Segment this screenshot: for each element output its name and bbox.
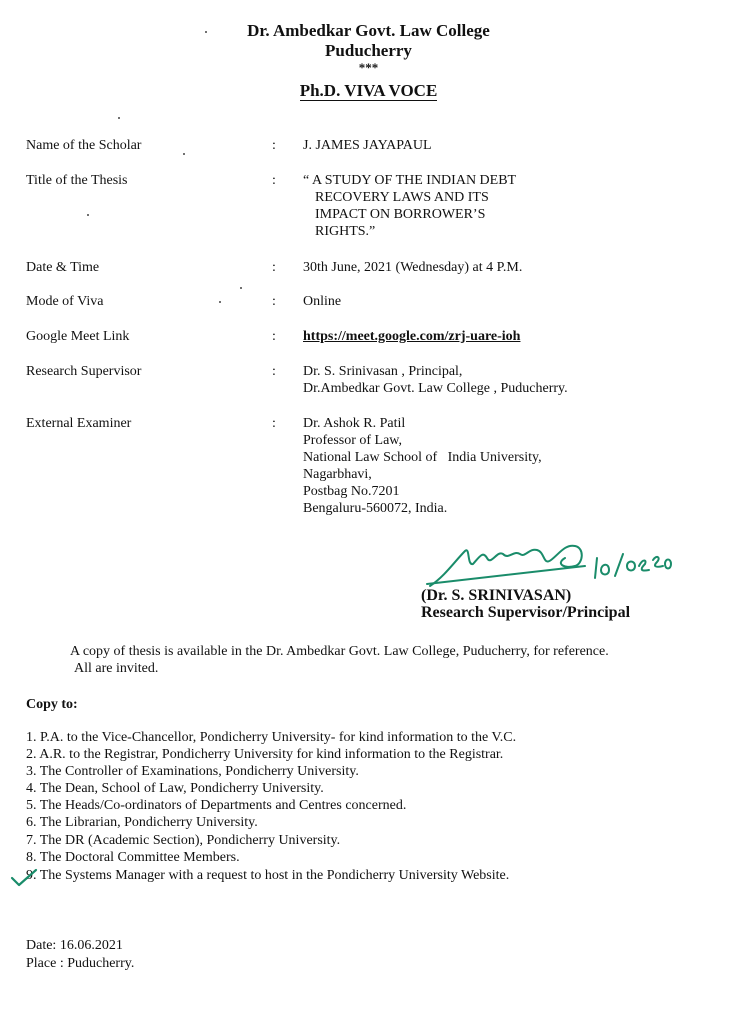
examiner-line: Professor of Law, — [303, 433, 403, 448]
datetime-label: Date & Time — [26, 260, 100, 275]
thesis-title-line: IMPACT ON BORROWER’S — [315, 207, 486, 222]
copy-to-heading: Copy to: — [26, 697, 78, 712]
examiner-line: Postbag No.7201 — [303, 484, 400, 499]
scholar-label: Name of the Scholar — [26, 138, 142, 153]
page-title-text: Ph.D. VIVA VOCE — [299, 81, 438, 100]
signatory-title: Research Supervisor/Principal — [421, 604, 631, 621]
signatory-name: (Dr. S. SRINIVASAN) — [421, 587, 572, 604]
meet-link[interactable]: https://meet.google.com/zrj-uare-ioh — [303, 329, 521, 344]
meet-colon: : — [272, 329, 276, 344]
examiner-line: Nagarbhavi, — [303, 467, 372, 482]
copy-to-item: 4. The Dean, School of Law, Pondicherry University. — [26, 781, 324, 796]
examiner-colon: : — [272, 416, 276, 431]
copy-to-item: 6. The Librarian, Pondicherry University. — [26, 815, 258, 830]
examiner-line: Bengaluru-560072, India. — [303, 501, 448, 516]
copy-to-item: 3. The Controller of Examinations, Pondicherry University. — [26, 764, 359, 779]
college-name: Dr. Ambedkar Govt. Law College — [247, 21, 490, 40]
datetime-colon: : — [272, 260, 276, 275]
mode-value: Online — [303, 294, 342, 309]
scan-speck — [118, 117, 120, 119]
scholar-colon: : — [272, 138, 276, 153]
thesis-colon: : — [272, 173, 276, 188]
page-title — [0, 81, 737, 101]
mode-label: Mode of Viva — [26, 294, 104, 309]
copy-to-item: 5. The Heads/Co-ordinators of Departments and Centres concerned. — [26, 798, 407, 813]
issue-date: Date: 16.06.2021 — [26, 938, 123, 953]
examiner-details — [303, 415, 542, 517]
copy-to-item: 9. The Systems Manager with a request to host in the Pondicherry University Website. — [26, 868, 510, 883]
supervisor-label: Research Supervisor — [26, 364, 142, 379]
examiner-line: National Law School of India University, — [303, 450, 542, 465]
supervisor-line: Dr.Ambedkar Govt. Law College , Puducherry. — [303, 381, 568, 396]
supervisor-details — [303, 363, 568, 397]
thesis-label: Title of the Thesis — [26, 173, 128, 188]
thesis-availability-note: A copy of thesis is available in the Dr. Ambedkar Govt. Law College, Puducherry, for reference. — [70, 644, 609, 659]
checkmark-icon — [10, 868, 38, 888]
datetime-value: 30th June, 2021 (Wednesday) at 4 P.M. — [303, 260, 523, 275]
thesis-title — [303, 172, 516, 240]
copy-to-item: 1. P.A. to the Vice-Chancellor, Pondicherry University- for kind information to the V.C. — [26, 730, 517, 745]
mode-colon: : — [272, 294, 276, 309]
supervisor-colon: : — [272, 364, 276, 379]
copy-to-item: 8. The Doctoral Committee Members. — [26, 850, 240, 865]
examiner-line: Dr. Ashok R. Patil — [303, 416, 406, 431]
header-stars: *** — [358, 60, 379, 75]
thesis-title-line: RECOVERY LAWS AND ITS — [315, 190, 489, 205]
supervisor-line: Dr. S. Srinivasan , Principal, — [303, 364, 463, 379]
scan-speck — [205, 31, 207, 33]
issue-place: Place : Puducherry. — [26, 956, 135, 971]
invitation-note: All are invited. — [74, 661, 159, 676]
meet-label: Google Meet Link — [26, 329, 130, 344]
scan-speck — [240, 287, 242, 289]
examiner-label: External Examiner — [26, 416, 132, 431]
thesis-title-line: “ A STUDY OF THE INDIAN DEBT — [303, 173, 517, 188]
scan-speck — [183, 153, 185, 155]
college-city: Puducherry — [325, 41, 412, 60]
scan-speck — [87, 214, 89, 216]
copy-to-item: 7. The DR (Academic Section), Pondicherry University. — [26, 833, 341, 848]
thesis-title-line: RIGHTS.” — [315, 224, 376, 239]
copy-to-item: 2. A.R. to the Registrar, Pondicherry University for kind information to the Registrar. — [26, 747, 504, 762]
scan-speck — [219, 301, 221, 303]
scholar-name: J. JAMES JAYAPAUL — [303, 138, 432, 153]
